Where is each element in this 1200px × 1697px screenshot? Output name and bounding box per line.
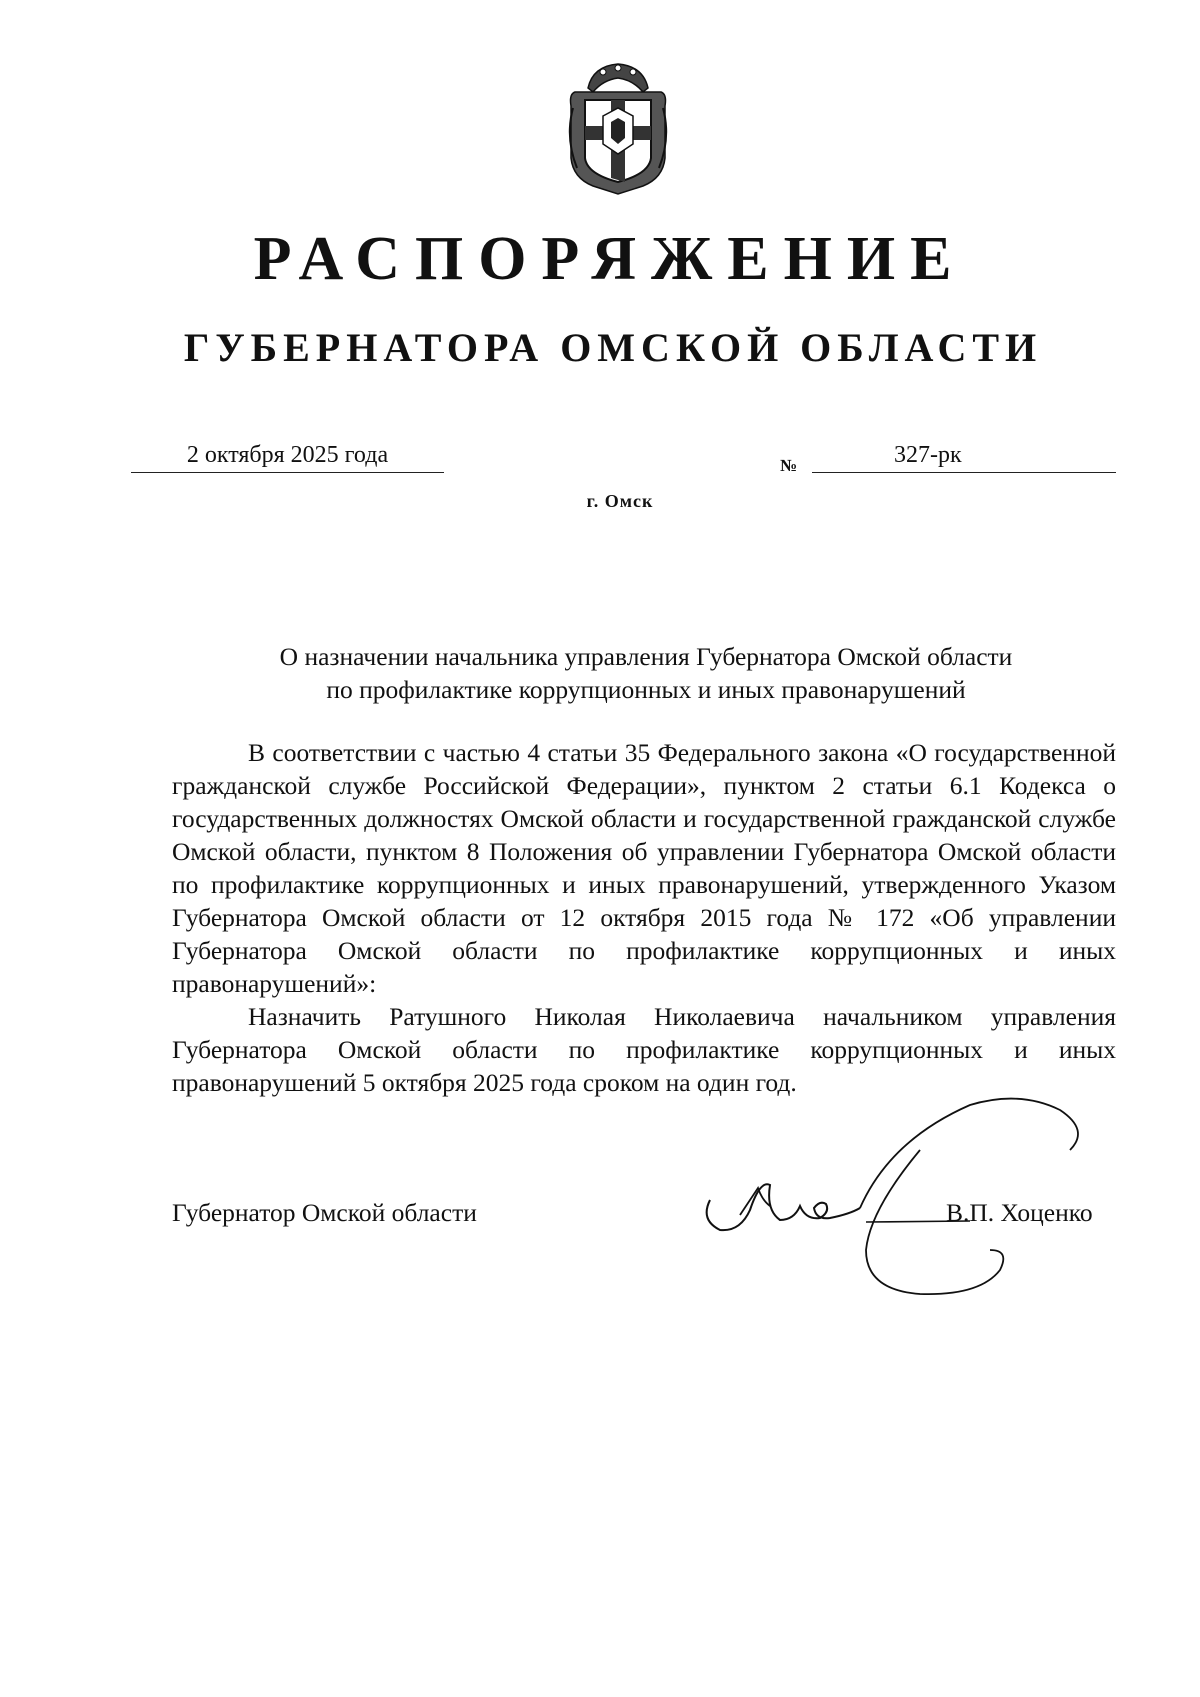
city-of-issue: г. Омск — [586, 491, 654, 511]
body-paragraph-1: В соответствии с частью 4 статьи 35 Федерального закона «О государственной гражданской службе Российской Федерации», пунктом 2 статьи 6.1 Кодекса о государственных должностях Омской области и государственной гражданской службе Омской области, пунктом 8 Положения об управлении Губернатора Омской области по профилактике коррупционных и иных правонарушений, утвержденного Указом Губернатора Омской области от 12 октября 2015 года № 172 «Об управлении Губернатора Омской области по профилактике коррупционных и иных правонарушений»: — [172, 738, 1116, 998]
number-sign: № — [780, 456, 798, 475]
handwritten-signature — [670, 1080, 1090, 1310]
body-paragraph-2: Назначить Ратушного Николая Николаевича начальником управления Губернатора Омской области по профилактике коррупционных и иных правонарушений 5 октября 2025 года сроком на один год. — [172, 1002, 1116, 1097]
document-body — [172, 736, 1116, 1099]
document-subject — [172, 640, 1120, 706]
issuer-title: ГУБЕРНАТОРА ОМСКОЙ ОБЛАСТИ — [183, 325, 1043, 370]
document-number: 327-рк — [894, 442, 962, 468]
document-type-title: РАСПОРЯЖЕНИЕ — [253, 225, 967, 293]
subject-line-1: О назначении начальника управления Губернатора Омской области — [279, 642, 1013, 671]
signatory-title: Губернатор Омской области — [172, 1198, 477, 1227]
subject-line-2: по профилактике коррупционных и иных правонарушений — [326, 675, 966, 704]
document-date: 2 октября 2025 года — [131, 440, 444, 473]
document-number-field — [812, 440, 1116, 473]
coat-of-arms-icon — [563, 58, 673, 198]
signatory-name: В.П. Хоценко — [946, 1198, 1093, 1227]
